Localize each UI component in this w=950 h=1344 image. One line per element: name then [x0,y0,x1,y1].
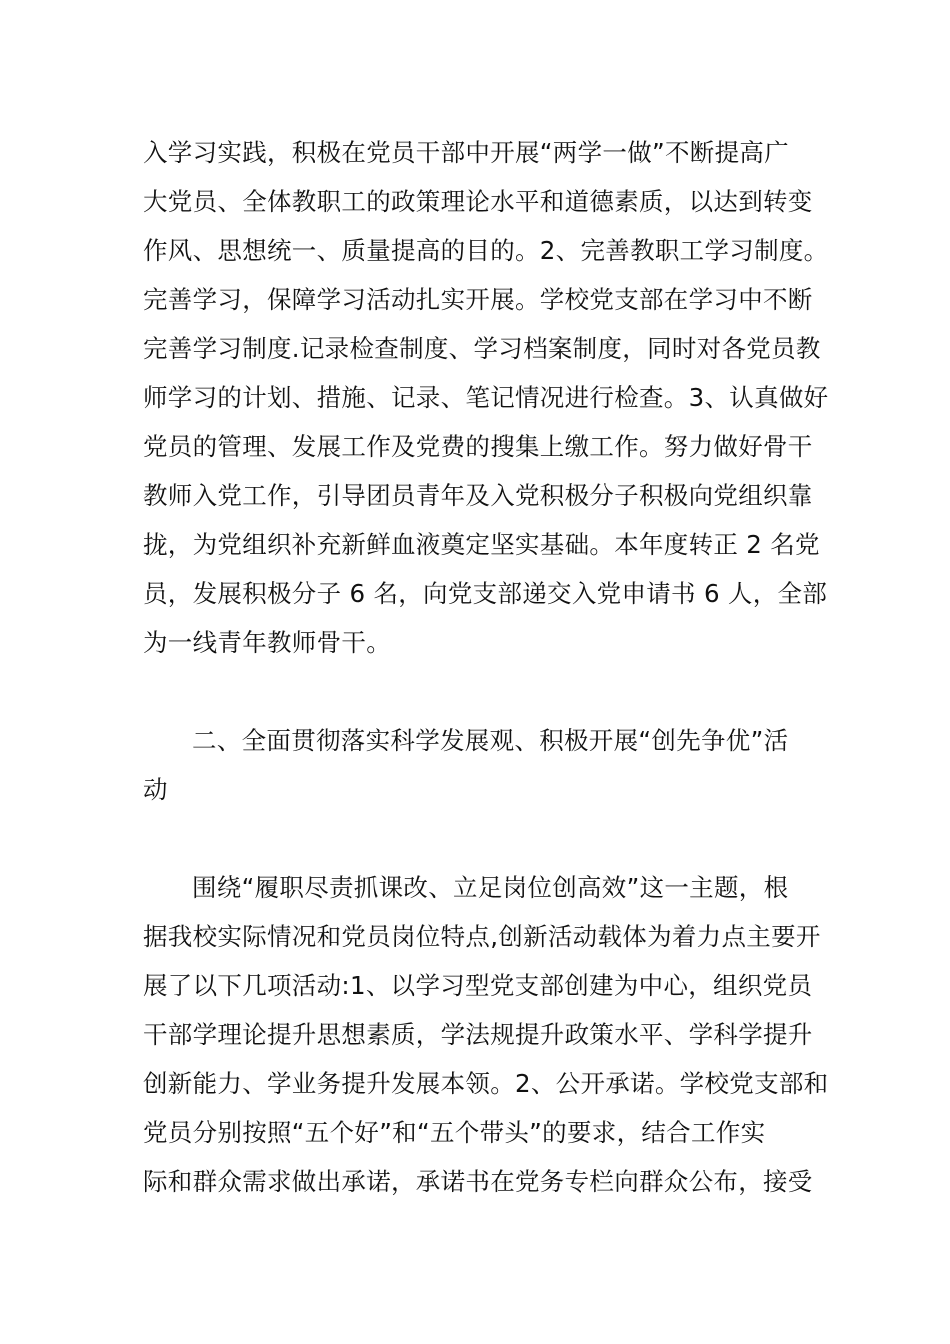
paragraph-line: 创新能力、学业务提升发展本领。2、公开承诺。学校党支部和 [143,1069,829,1098]
paragraph-spacing [143,814,808,863]
paragraph-line: 入学习实践，积极在党员干部中开展“两学一做”不断提高广 [143,138,789,167]
paragraph-line: 大党员、全体教职工的政策理论水平和道德素质，以达到转变 [143,187,813,216]
paragraph-line: 党员分别按照“五个好”和“五个带头”的要求，结合工作实 [143,1118,766,1147]
paragraph-line: 拢，为党组织补充新鲜血液奠定坚实基础。本年度转正 2 名党 [143,530,820,559]
paragraph-line: 作风、思想统一、质量提高的目的。2、完善教职工学习制度。 [143,236,829,265]
paragraph-line: 师学习的计划、措施、记录、笔记情况进行检查。3、认真做好 [143,383,829,412]
paragraph-line: 干部学理论提升思想素质，学法规提升政策水平、学科学提升 [143,1020,813,1049]
paragraph-line: 据我校实际情况和党员岗位特点,创新活动载体为着力点主要开 [143,922,821,951]
paragraph-1 [143,128,829,667]
paragraph-line: 展了以下几项活动:1、以学习型党支部创建为中心，组织党员 [143,971,813,1000]
paragraph-spacing [143,667,808,716]
paragraph-line: 完善学习，保障学习活动扎实开展。学校党支部在学习中不断 [143,285,813,314]
paragraph-line: 围绕“履职尽责抓课改、立足岗位创高效”这一主题，根 [192,873,789,902]
heading-line: 动 [143,775,168,804]
paragraph-line: 完善学习制度.记录检查制度、学习档案制度，同时对各党员教 [143,334,821,363]
paragraph-line: 员，发展积极分子 6 名，向党支部递交入党申请书 6 人，全部 [143,579,828,608]
heading-line: 二、全面贯彻落实科学发展观、积极开展“创先争优”活 [192,726,789,755]
paragraph-line: 际和群众需求做出承诺，承诺书在党务专栏向群众公布，接受 [143,1167,813,1196]
section-heading [143,716,808,814]
paragraph-line: 为一线青年教师骨干。 [143,628,391,657]
paragraph-2 [143,863,829,1206]
document-body [143,128,829,1206]
paragraph-line: 党员的管理、发展工作及党费的搜集上缴工作。努力做好骨干 [143,432,813,461]
paragraph-line: 教师入党工作，引导团员青年及入党积极分子积极向党组织靠 [143,481,813,510]
